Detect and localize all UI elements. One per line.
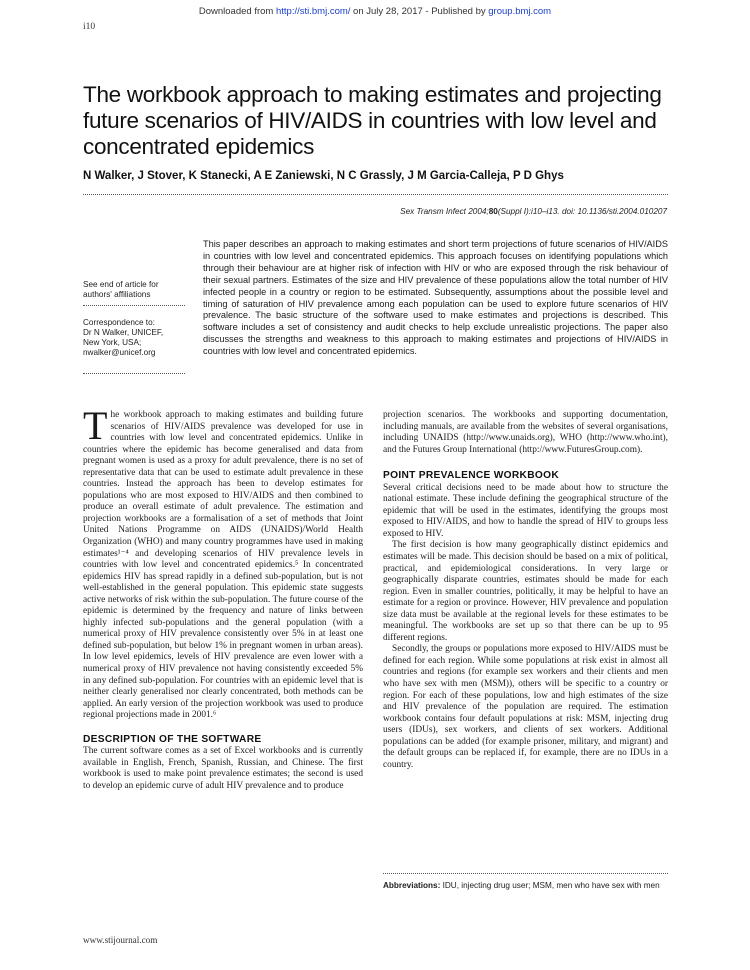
download-prefix: Downloaded from bbox=[198, 6, 276, 17]
affiliations-note: See end of article for authors' affiliations bbox=[83, 280, 159, 299]
point-prevalence-paragraph-3: Secondly, the groups or populations more exposed to HIV/AIDS must be defined for each region. While some populations at risk exist in almost all countries and regions (for example sex workers and their clients and men who have sex with men (MSM)), others will be specific to a country or region. For each of these populations, low and high estimates of the size and HIV prevalence of the population are required. The estimation workbook contains four default populations at risk: MSM, injecting drug users (IDUs), sex workers, and clients of sex workers. Additional populations can be added (for example prisoner, military, and migrant) and the default groups can be replaced if, for example, there are no IDUs in a country. bbox=[383, 644, 668, 770]
correspondence-email[interactable]: nwalker@unicef.org bbox=[83, 348, 156, 357]
citation-journal: Sex Transm Infect 2004; bbox=[400, 207, 489, 216]
continuation-paragraph: projection scenarios. The workbooks and supporting documentation, including manuals, are available from the websites of several organisations, including UNAIDS (http://www.unaids.org), WHO (http://www.who.int), and the Futures Group International (http://www.FuturesGroup.com). bbox=[383, 410, 668, 455]
abbreviations-note bbox=[383, 881, 668, 891]
download-middle: on July 28, 2017 - Published by bbox=[350, 6, 489, 17]
drop-cap: T bbox=[83, 403, 108, 448]
correspondence-line: New York, USA; bbox=[83, 338, 142, 347]
page-number: i10 bbox=[83, 22, 96, 32]
body-column-right bbox=[383, 410, 668, 771]
correspondence-line: Dr N Walker, UNICEF, bbox=[83, 328, 164, 337]
section-heading-software: DESCRIPTION OF THE SOFTWARE bbox=[83, 733, 262, 745]
citation-details: (Suppl I):i10–i13. doi: 10.1136/sti.2004.010207 bbox=[497, 207, 667, 216]
group-bmj-link[interactable]: group.bmj.com bbox=[488, 6, 552, 17]
sti-site-link[interactable]: http://sti.bmj.com/ bbox=[275, 6, 351, 17]
abstract: This paper describes an approach to making estimates and short term projections of future scenarios of HIV/AIDS in countries with low level and concentrated epidemics. This approach focuses on identifying populations which through their behaviour are at higher risk of infection with HIV or who are exposed through the risk behaviour of their sexual partners. Estimates of the size and HIV prevalence of these populations allow the total number of HIV infected people in a country or region to be estimated. Subsequently, assumptions about the possible level and timing of saturation of HIV prevalence among each population can be used to explore future scenarios of HIV prevalence. The basic structure of the software used to make estimates and projections is described. This software includes a set of consistency and audit checks to help exclude unrealistic projections. The paper also discusses the strengths and weakness to this approach to making estimates and projections of HIV/AIDS in countries with low level and concentrated epidemics. bbox=[203, 239, 668, 357]
body-column-left bbox=[83, 403, 363, 793]
abbreviations-text: IDU, injecting drug user; MSM, men who have sex with men bbox=[442, 881, 660, 890]
intro-text: he workbook approach to making estimates and building future scenarios of HIV/AIDS prevalence was developed for use in countries with low level and concentrated epidemics. Unlike in countries where the epidemic has become generalised and data from pregnant women is used as a proxy for adult prevalence, there is no set of representative data that can be used to estimate adult prevalence in these countries. Instead the approach has been to develop estimates for populations who are most exposed to HIV/AIDS and then combined to produce an overall estimate of adult prevalence. The estimation and projection workbooks are a formalisation of a set of methods that Joint United Nations Programme on AIDS (UNAIDS)/World Health Organization (WHO) and many country programmes have used in making estimates¹⁻⁴ and developing scenarios of HIV prevalence levels in countries with low level and concentrated epidemics.⁵ In concentrated epidemics HIV has spread rapidly in a defined sub-population, but is not well-established in the general population. This epidemic state suggests active networks of risk within the sub-population. The future course of the epidemic is determined by the frequency and nature of links between highly infected sub-populations and the general population (with a numerical proxy of HIV prevalence consistently over 5% in at least one defined sub-population, but below 1% in pregnant women in urban areas). In low level epidemics, levels of HIV prevalence are even lower with a numerical proxy of HIV prevalence not having consistently exceeded 5% in any defined sub-population. For countries with an epidemic level that is neither clearly generalised nor clearly concentrated, both methods can be applied. An early version of the projection workbook was used to produce regional projections made in 2001.⁶ bbox=[83, 410, 363, 721]
author-divider bbox=[83, 194, 668, 195]
correspondence-divider bbox=[83, 373, 185, 374]
abbreviations-divider bbox=[383, 873, 668, 874]
citation-volume: 80 bbox=[488, 207, 498, 216]
point-prevalence-paragraph-1: Several critical decisions need to be made about how to structure the national estimate. These include defining the geographical structure of the epidemic that will be used in the estimates, identifying the groups most exposed to HIV/AIDS, and how to handle the spread of HIV to groups less exposed to HIV. bbox=[383, 482, 668, 539]
correspondence-line: Correspondence to: bbox=[83, 318, 155, 327]
download-banner bbox=[0, 6, 750, 17]
article-title: The workbook approach to making estimates and projecting future scenarios of HIV/AIDS in countries with low level and concentrated epidemics bbox=[83, 82, 662, 159]
correspondence-block bbox=[83, 318, 193, 358]
software-paragraph: The current software comes as a set of Excel workbooks and is currently available in English, French, Spanish, Russian, and Chinese. The first workbook is used to make point prevalence estimates; the second is used to develop an epidemic curve of adult HIV prevalence and to produce bbox=[83, 746, 363, 791]
abbreviations-label: Abbreviations: bbox=[383, 881, 441, 890]
citation-line bbox=[300, 207, 667, 216]
intro-paragraph bbox=[83, 403, 363, 722]
point-prevalence-paragraph-2: The first decision is how many geographically distinct epidemics and estimates will be made. This decision should be based on a mix of political, practical, and epidemiological considerations. In very large or geographically disparate countries, estimates should be made for each region. Even in smaller countries, politically, it may be helpful to have an estimate for a region or province. However, HIV prevalence and population size data must be available at the regional levels for these estimates to be meaningful. The workbooks are set up so that there can be up to 95 different regions. bbox=[383, 540, 668, 643]
footer-journal-url[interactable]: www.stijournal.com bbox=[83, 935, 158, 945]
author-list: N Walker, J Stover, K Stanecki, A E Zaniewski, N C Grassly, J M Garcia-Calleja, P D Ghys bbox=[83, 170, 564, 182]
section-heading-point-prevalence: POINT PREVALENCE WORKBOOK bbox=[383, 470, 559, 482]
affiliations-divider bbox=[83, 305, 185, 306]
